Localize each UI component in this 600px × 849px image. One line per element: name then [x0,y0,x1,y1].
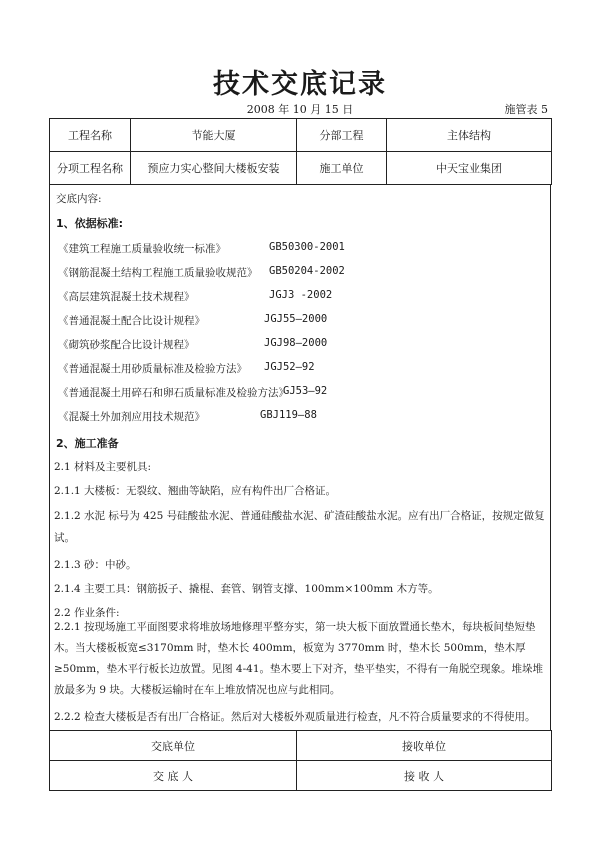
header-table [49,118,552,185]
project-label: 工程名称 [50,119,131,152]
standard-name: 《普通混凝土用砂质量标准及检验方法》 [58,363,247,375]
signature-row-persons [50,761,552,791]
disclosure-unit-label: 交底单位 [50,731,297,761]
clause-2-1-4: 2.1.4 主要工具：钢筋扳子、撬棍、套管、钢管支撑、100mm×100mm 木方等。 [54,583,439,595]
division-value: 主体结构 [387,119,552,152]
standard-name: 《建筑工程施工质量验收统一标准》 [58,243,226,255]
receiving-unit-label: 接收单位 [297,731,552,761]
clause-2-1-1: 2.1.1 大楼板：无裂纹、翘曲等缺陷，应有构件出厂合格证。 [54,485,337,497]
discloser-label: 交 底 人 [50,761,297,791]
clause-2-2: 2.2 作业条件: [54,607,120,619]
header-row-2 [50,152,552,185]
receiver-label: 接 收 人 [297,761,552,791]
standard-code: GB50204-2002 [269,265,345,277]
unit-label: 施工单位 [297,152,387,185]
signature-table [49,730,552,791]
standard-name: 《普通混凝土用碎石和卵石质量标准及检验方法》 [58,387,289,399]
standard-code: JGJ98—2000 [264,337,328,349]
standard-code: GB50300-2001 [269,241,345,253]
form-number: 施管表 5 [504,103,548,116]
subproject-label: 分项工程名称 [50,152,131,185]
standard-code: JGJ52—92 [264,361,315,373]
signature-row-units [50,731,552,761]
clause-2-2-2: 2.2.2 检查大楼板是否有出厂合格证。然后对大楼板外观质量进行检查，凡不符合质量要求的不得使用。 [54,711,536,723]
standard-code: GBJ119—88 [260,409,317,421]
standard-name: 《钢筋混凝土结构工程施工质量验收规范》 [58,267,258,279]
content-intro: 交底内容: [56,193,102,205]
standard-name: 《普通混凝土配合比设计规程》 [58,315,205,327]
project-value: 节能大厦 [131,119,297,152]
clause-2-1-3: 2.1.3 砂：中砂。 [54,559,137,571]
clause-2-2-1: 2.2.1 按现场施工平面图要求将堆放场地修理平整夯实，第一块大板下面放置通长垫木，每块板间垫短垫木。当大楼板板宽≤3170mm 时，垫木长 400mm，板宽为 3770mm 时，垫木长 500mm，垫木厚≥50mm，垫木平行板长边放置。见图 4-41。垫木要上下对齐，垫平垫实，不得有一角脱空现象。堆垛堆放最多为 9 块。大楼板运输时在车上堆放情况也应与此相同。 [54,621,543,696]
standard-name: 《高层建筑混凝土技术规程》 [58,291,195,303]
disclosure-content [49,185,551,730]
standard-code: JGJ3 -2002 [269,289,333,301]
standard-name: 《混凝土外加剂应用技术规范》 [58,411,205,423]
subproject-value: 预应力实心整间大楼板安装 [131,152,297,185]
division-label: 分部工程 [297,119,387,152]
unit-value: 中天宝业集团 [387,152,552,185]
document-date: 2008 年 10 月 15 日 [246,103,354,116]
section-2-heading: 2、施工准备 [56,437,119,450]
header-row-1 [50,119,552,152]
clause-2-1-2: 2.1.2 水泥 标号为 425 号硅酸盐水泥、普通硅酸盐水泥、矿渣硅酸盐水泥。应有出厂合格证，按规定做复试。 [54,510,545,544]
section-1-heading: 1、依据标准: [56,217,124,230]
standard-code: GJ53—92 [283,385,328,397]
clause-2-1: 2.1 材料及主要机具: [54,461,152,473]
document-title: 技术交底记录 [213,69,387,100]
standard-name: 《砌筑砂浆配合比设计规程》 [58,339,195,351]
standard-code: JGJ55—2000 [264,313,328,325]
